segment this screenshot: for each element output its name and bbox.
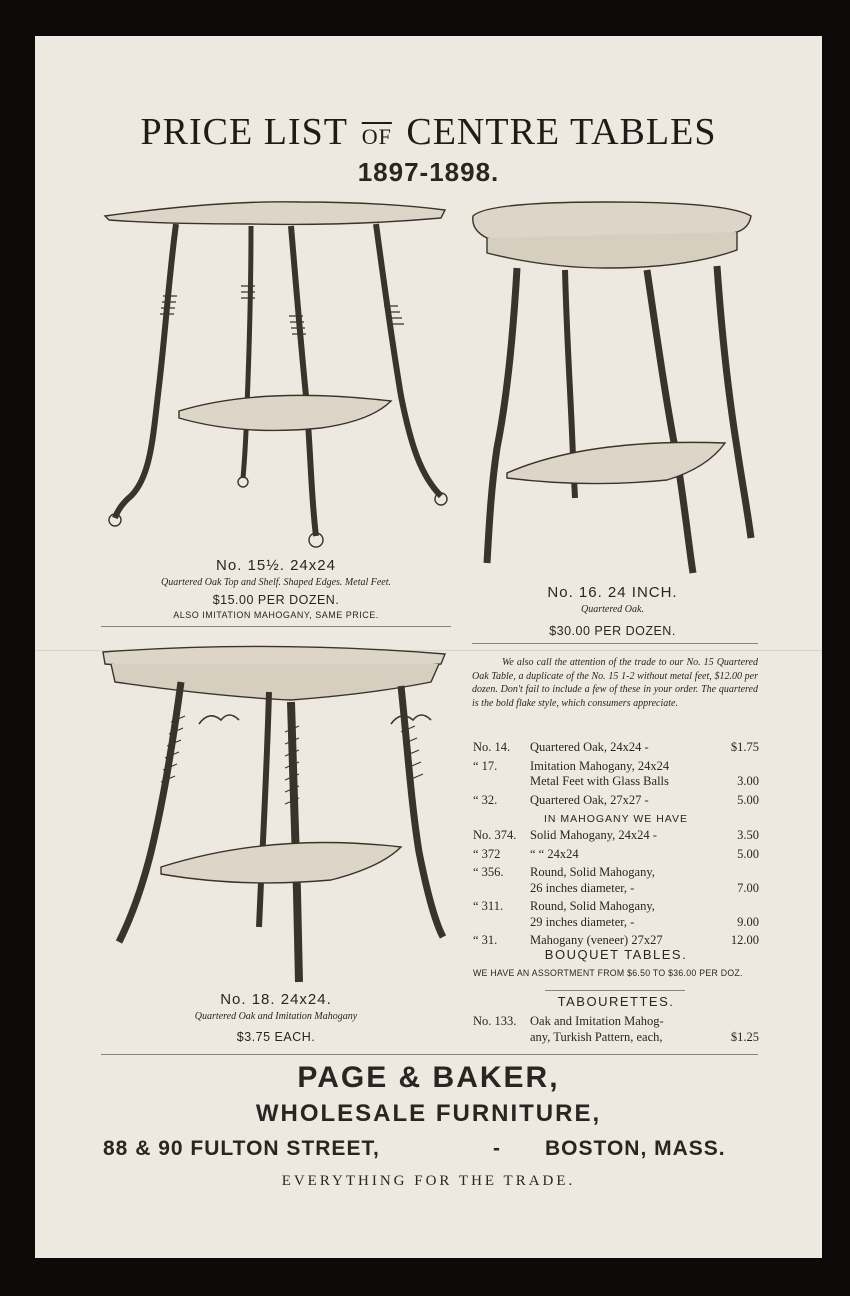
item-description: Quartered Oak, 24x24 -: [530, 740, 649, 754]
item-description: Imitation Mahogany, 24x24 Metal Feet with Glass Balls: [530, 758, 670, 788]
item-description: Round, Solid Mahogany, 26 inches diameter, -: [530, 865, 655, 895]
item-description: Quartered Oak, 27x27 -: [530, 792, 649, 807]
table-18-description: Quartered Oak and Imitation Mahogany: [194, 1011, 358, 1022]
footer-rule: [101, 1054, 758, 1055]
address-dash: -: [493, 1137, 501, 1160]
item-price: 5.00: [737, 792, 759, 807]
list-item: [473, 899, 759, 930]
title-of: $\overline{OF}$: [361, 124, 392, 149]
list-item: [473, 740, 759, 756]
mahogany-heading: IN MAHOGANY WE HAVE: [543, 813, 689, 825]
city: BOSTON, MASS.: [545, 1137, 726, 1160]
trade-note: We also call the attention of the trade to our No. 15 Quartered Oak Table, a duplicate of the No. 15 1-2 without metal feet, $12.00 per dozen. Don't fail to include a few of these in your order. The quartered is the bold flake style, which consumers appreciate.: [472, 657, 758, 709]
list-item: [473, 759, 759, 790]
rule-bouquet: [545, 990, 685, 991]
table-15-number: No. 15½. 24x24: [216, 557, 336, 574]
table-16-caption: [475, 584, 750, 638]
price-list: [473, 737, 759, 949]
item-description: Mahogany (veneer) 27x27: [530, 933, 663, 947]
item-description: Solid Mahogany, 24x24 -: [530, 828, 657, 842]
year-range: 1897-1898.: [357, 157, 500, 187]
item-price: 5.00: [737, 846, 759, 861]
item-price: 7.00: [737, 880, 759, 895]
page-title: [35, 110, 822, 154]
item-number: “ 372: [473, 846, 501, 861]
table-16-description: Quartered Oak.: [581, 604, 644, 615]
table-15-price: $15.00 PER DOZEN.: [212, 593, 340, 607]
item-number: No. 374.: [473, 828, 517, 842]
item-description: Oak and Imitation Mahog- any, Turkish Pattern, each,: [530, 1014, 664, 1044]
table-18-price: $3.75 EACH.: [236, 1030, 316, 1044]
business-line: WHOLESALE FURNITURE,: [255, 1100, 602, 1127]
list-item: [473, 847, 759, 863]
tabourettes-section: [473, 994, 759, 1045]
table-18-number: No. 18. 24x24.: [220, 991, 332, 1008]
bouquet-text: WE HAVE AN ASSORTMENT FROM $6.50 TO $36.00 PER DOZ.: [473, 968, 743, 979]
item-price: 3.00: [737, 774, 759, 788]
item-number: “ 32.: [473, 792, 498, 807]
item-number: No. 14.: [473, 740, 511, 754]
item-number: No. 133.: [473, 1014, 517, 1028]
rule-left-top: [101, 626, 451, 627]
title-left: PRICE LIST: [140, 111, 348, 153]
table-16-price: $30.00 PER DOZEN.: [549, 624, 676, 638]
list-item: [473, 865, 759, 896]
street-address: 88 & 90 FULTON STREET,: [103, 1137, 380, 1160]
item-price: 3.50: [737, 828, 759, 842]
item-number: “ 31.: [473, 933, 498, 947]
company-name: PAGE & BAKER,: [297, 1061, 560, 1094]
item-price: 12.00: [730, 933, 759, 947]
table-15-caption: [101, 557, 451, 620]
bouquet-section: [473, 947, 759, 979]
rule-right-top: [472, 643, 758, 644]
item-number: “ 311.: [473, 899, 504, 913]
item-description: “ “ 24x24: [530, 846, 579, 861]
tagline: EVERYTHING FOR THE TRADE.: [281, 1173, 576, 1189]
table-18-caption: [101, 991, 451, 1044]
title-right: CENTRE TABLES: [406, 111, 717, 153]
item-description: Round, Solid Mahogany, 29 inches diameter, -: [530, 899, 655, 929]
table-15-description: Quartered Oak Top and Shelf. Shaped Edges. Metal Feet.: [160, 577, 392, 588]
item-number: “ 356.: [473, 865, 504, 879]
list-item: [473, 1014, 759, 1045]
item-price: 9.00: [737, 914, 759, 929]
item-price: $1.75: [730, 740, 759, 754]
table-16-illustration: [467, 198, 757, 583]
price-list-sheet: [35, 36, 822, 1258]
list-item: [473, 828, 759, 844]
bouquet-heading: BOUQUET TABLES.: [544, 947, 688, 962]
item-number: “ 17.: [473, 758, 498, 773]
table-16-number: No. 16. 24 INCH.: [547, 584, 678, 601]
tabourettes-heading: TABOURETTES.: [557, 994, 675, 1009]
table-15-illustration: [101, 196, 451, 556]
item-price: $1.25: [730, 1029, 759, 1044]
table-15-extra: ALSO IMITATION MAHOGANY, SAME PRICE.: [173, 610, 379, 620]
list-item: [473, 793, 759, 809]
table-18-illustration: [101, 642, 451, 992]
